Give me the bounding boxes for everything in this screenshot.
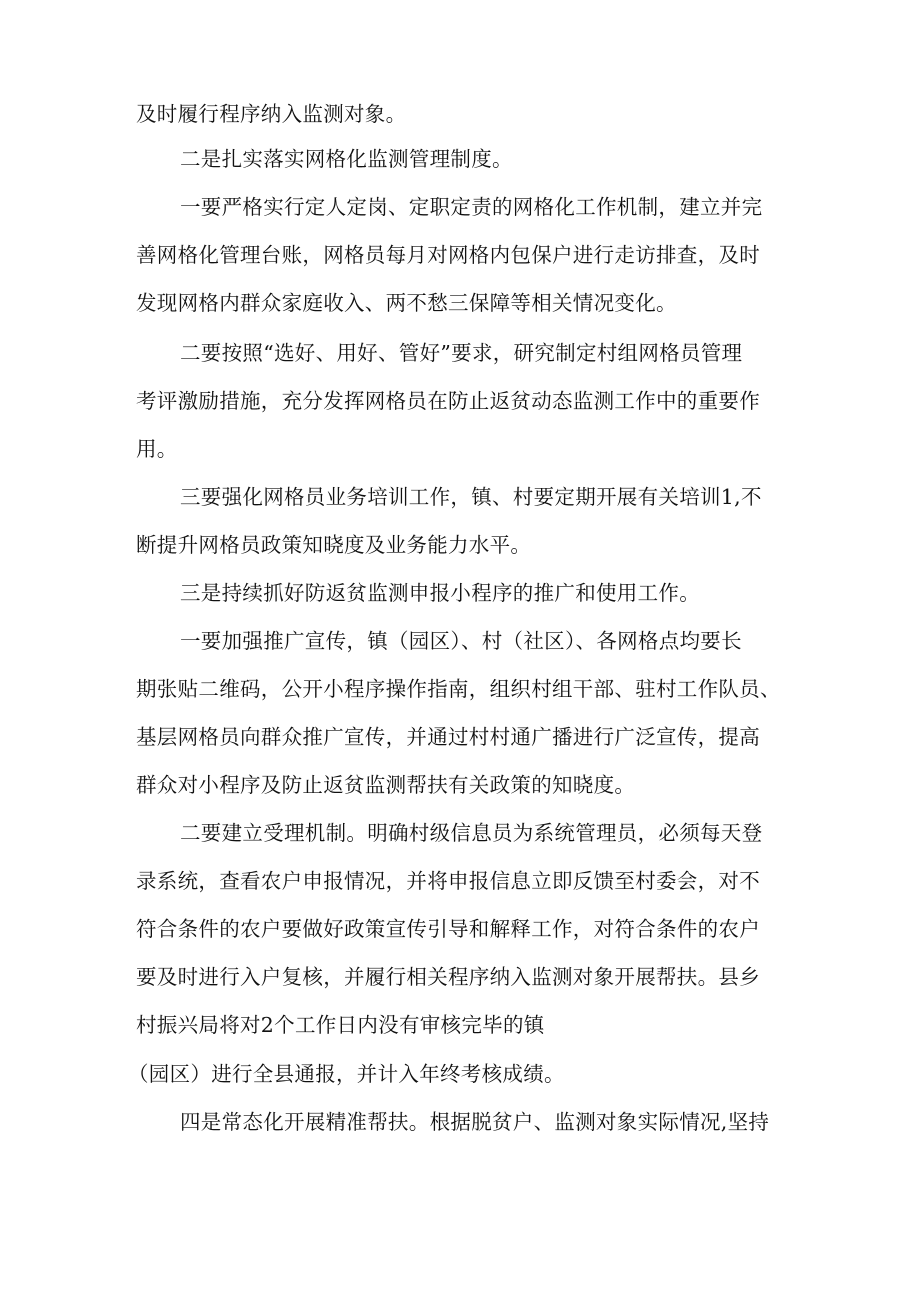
text-line: 及时履行程序纳入监测对象。 [136, 102, 407, 126]
text-line: 二要建立受理机制。明确村级信息员为系统管理员，必须每天登 [180, 821, 763, 845]
text-line: 村振兴局将对2个工作日内没有审核完毕的镇 [136, 1013, 545, 1037]
text-line: 用。 [136, 437, 178, 461]
text-line: （园区）进行全县通报，并计入年终考核成绩。 [128, 1062, 565, 1086]
text-line: 善网格化管理台账，网格员每月对网格内包保户进行走访排查，及时 [136, 243, 760, 267]
text-line: 基层网格员向群众推广宣传，并通过村村通广播进行广泛宣传，提高 [136, 725, 760, 749]
section-heading: 四是常态化开展精准帮扶。根据脱贫户、监测对象实际情况,坚持 [180, 1110, 770, 1134]
text-line: 三要强化网格员业务培训工作，镇、村要定期开展有关培训1,不 [180, 485, 762, 509]
text-line: 一要严格实行定人定岗、定职定责的网格化工作机制，建立并完 [180, 195, 763, 219]
text-line: 录系统，查看农户申报情况，并将申报信息立即反馈至村委会，对不 [136, 869, 760, 893]
text-line: 期张贴二维码，公开小程序操作指南，组织村组干部、驻村工作队员、 [136, 677, 781, 701]
section-heading: 二是扎实落实网格化监测管理制度。 [180, 147, 513, 171]
section-heading: 三是持续抓好防返贫监测申报小程序的推广和使用工作。 [180, 581, 700, 605]
text-line: 群众对小程序及防止返贫监测帮扶有关政策的知晓度。 [136, 773, 636, 797]
text-line: 二要按照“选好、用好、管好”要求，研究制定村组网格员管理 [180, 341, 743, 365]
text-line: 发现网格内群众家庭收入、两不愁三保障等相关情况变化。 [136, 291, 677, 315]
text-line: 要及时进行入户复核，并履行相关程序纳入监测对象开展帮扶。县乡 [136, 965, 760, 989]
text-line: 一要加强推广宣传，镇（园区）、村（社区）、各网格点均要长 [180, 629, 742, 653]
text-line: 考评激励措施，充分发挥网格员在防止返贫动态监测工作中的重要作 [136, 389, 760, 413]
text-line: 断提升网格员政策知晓度及业务能力水平。 [136, 533, 532, 557]
text-line: 符合条件的农户要做好政策宣传引导和解释工作，对符合条件的农户 [136, 917, 760, 941]
